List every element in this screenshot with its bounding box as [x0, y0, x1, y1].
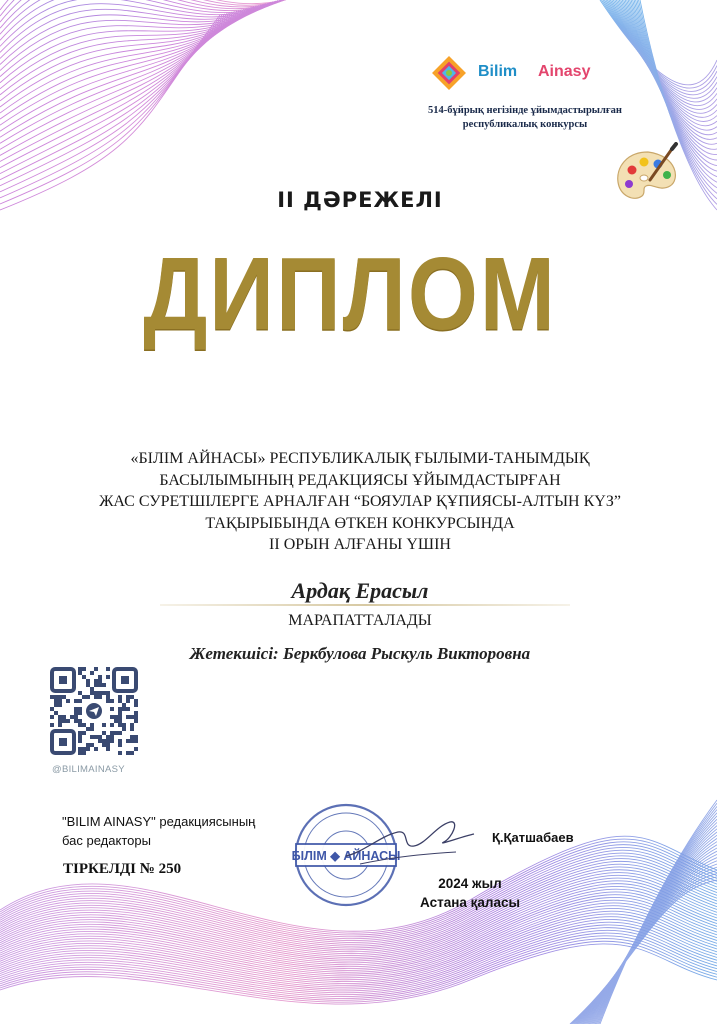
editor-title-line1: "BILIM AINASY" редакциясының	[62, 814, 256, 829]
logo-icon	[430, 54, 468, 92]
award-description-line5: II ОРЫН АЛҒАНЫ ҮШІН	[269, 536, 451, 553]
signatory-name: Қ.Қатшабаев	[492, 830, 574, 845]
award-description-line4: ТАҚЫРЫБЫНДА ӨТКЕН КОНКУРСЫНДА	[205, 514, 515, 532]
qr-code[interactable]	[50, 667, 138, 755]
logo-subtitle-line2: республикалық конкурсы	[462, 119, 588, 130]
winner-name: Ардақ Ерасыл	[291, 578, 429, 603]
award-description	[60, 448, 660, 556]
award-description-line3: ЖАС СУРЕТШІЛЕРГЕ АРНАЛҒАН “БОЯУЛАР ҚҰПИЯСЫ-АЛТЫН КҮЗ”	[99, 493, 621, 510]
supervisor-name: Жетекшісі: Беркбулова Рыскуль Викторовна	[189, 644, 531, 663]
paint-palette-icon	[612, 142, 684, 208]
award-description-line1: «БІЛІМ АЙНАСЫ» РЕСПУБЛИКАЛЫҚ ҒЫЛЫМИ-ТАНЫМДЫҚ	[130, 450, 590, 467]
name-underline	[160, 604, 570, 606]
diploma-title: ДИПЛОМ	[143, 237, 557, 353]
award-word: МАРАПАТТАЛАДЫ	[288, 612, 432, 629]
logo-subtitle	[405, 104, 645, 132]
logo-brand-ainasy: Ainasy	[538, 63, 591, 80]
editor-title-line2: бас редакторы	[62, 833, 151, 848]
degree-label: II ДӘРЕЖЕЛІ	[277, 188, 443, 212]
award-description-line2: БАСЫЛЫМЫНЫҢ РЕДАКЦИЯСЫ ҰЙЫМДАСТЫРҒАН	[159, 471, 561, 489]
registration-number: ТІРКЕЛДІ № 250	[63, 861, 182, 877]
editor-title	[62, 812, 312, 850]
stamp-text: БІЛІМ ◆ АЙНАСЫ	[291, 849, 401, 863]
logo	[430, 54, 630, 94]
signature	[340, 812, 480, 872]
issue-city: Астана қаласы	[420, 895, 520, 910]
date-and-city	[395, 874, 545, 912]
logo-subtitle-line1: 514-бұйрық негізінде ұйымдастырылған	[428, 105, 622, 116]
issue-date: 2024 жыл	[438, 876, 502, 891]
qr-handle: @BILIMAINASY	[52, 764, 125, 775]
logo-brand-bilim: Bilim	[478, 63, 518, 80]
